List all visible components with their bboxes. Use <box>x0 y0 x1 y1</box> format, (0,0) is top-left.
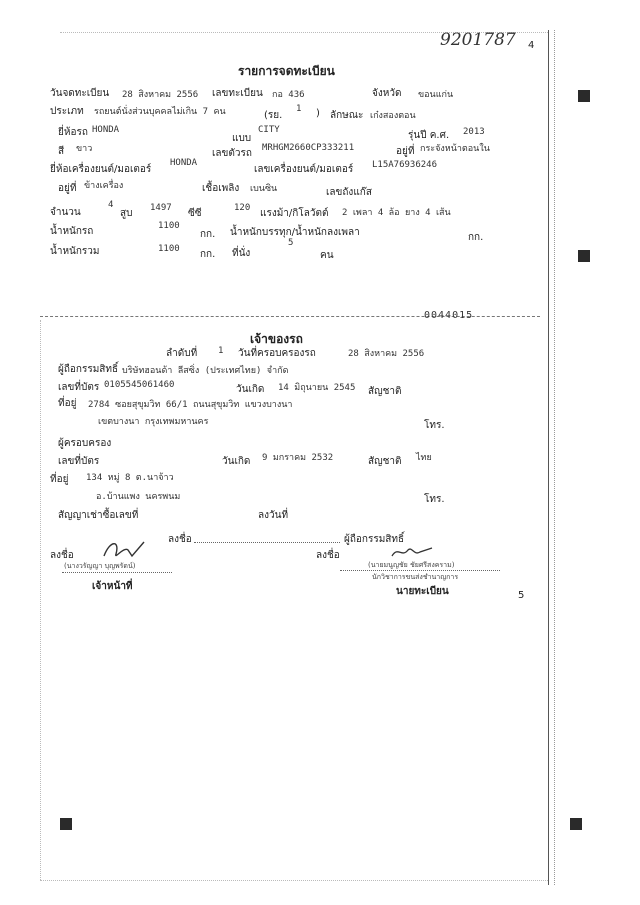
id-value: 0105545061460 <box>104 380 175 390</box>
officer-name-line <box>62 572 172 573</box>
count-label: จำนวน <box>50 207 81 218</box>
page-number: 4 <box>528 40 535 51</box>
left-border-line <box>40 320 41 880</box>
registrar-signature <box>388 540 438 562</box>
reg-date-value: 28 สิงหาคม 2556 <box>122 90 199 100</box>
rs-close: ) <box>316 108 320 119</box>
seats-label: ที่นั่ง <box>232 248 251 259</box>
load-unit: กก. <box>468 232 484 243</box>
registrar-position: นักวิชาการขนส่งชำนาญการ <box>372 573 459 581</box>
horsepower-value: 120 <box>234 203 251 213</box>
registration-title: รายการจดทะเบียน <box>238 64 335 78</box>
seats-unit: คน <box>320 250 334 261</box>
possess-date-label: วันที่ครอบครองรถ <box>238 348 316 359</box>
sign-line <box>194 542 340 543</box>
bottom-border-line <box>40 880 548 881</box>
brand-label: ยี่ห้อรถ <box>58 127 88 138</box>
owner-title: เจ้าของรถ <box>250 332 303 346</box>
handwritten-doc-number: 9201787 <box>440 30 516 50</box>
color-value: ขาว <box>76 144 93 154</box>
province-value: ขอนแก่น <box>418 90 454 100</box>
fuel-value: เบนซิน <box>250 184 278 194</box>
officer-sign-label: ลงชื่อ <box>50 550 74 561</box>
right-border-line <box>548 30 549 885</box>
id-label: เลขที่บัตร <box>58 382 100 393</box>
seats-value: 5 <box>288 238 294 248</box>
tel-label: โทร. <box>424 420 445 431</box>
style-value: เก๋งสองตอน <box>370 111 416 121</box>
gross-weight-unit: กก. <box>200 249 216 260</box>
count-value: 4 <box>108 200 114 210</box>
engine-number-label: เลขเครื่องยนต์/มอเตอร์ <box>254 164 354 175</box>
reg-date-label: วันจดทะเบียน <box>50 88 110 99</box>
style-label: ลักษณะ <box>330 110 364 121</box>
possess-date-value: 28 สิงหาคม 2556 <box>348 349 425 359</box>
possessor-nationality-label: สัญชาติ <box>368 456 402 467</box>
type-value: รถยนต์นั่งส่วนบุคคลไม่เกิน 7 คน <box>94 107 226 117</box>
weight-unit: กก. <box>200 229 216 240</box>
registrar-name: (นายมนูญชัย ชัยศรีสงคราม) <box>368 561 455 569</box>
possessor-birth-label: วันเกิด <box>222 456 251 467</box>
cc-label: ซีซี <box>188 208 202 219</box>
registrar-title: นายทะเบียน <box>396 586 449 597</box>
address-label: ที่อยู่ <box>58 398 77 409</box>
horsepower-label: แรงม้า/กิโลวัตต์ <box>260 208 329 219</box>
model-year-label: รุ่นปี ค.ศ. <box>408 130 450 141</box>
axle-value: 2 เพลา 4 ล้อ ยาง 4 เส้น <box>342 208 451 218</box>
type-label: ประเภท <box>50 106 84 117</box>
weight-value: 1100 <box>158 221 180 231</box>
color-label: สี <box>58 146 65 157</box>
fuel-label: เชื้อเพลิง <box>202 183 240 194</box>
officer-title: เจ้าหน้าที่ <box>92 581 133 592</box>
registration-mark-square <box>578 250 590 262</box>
possessor-address-label: ที่อยู่ <box>50 474 69 485</box>
rs-label: (รย. <box>264 110 283 121</box>
model-label: แบบ <box>232 133 252 144</box>
chassis-location-value: กระจังหน้าตอนใน <box>420 144 490 154</box>
contract-date-label: ลงวันที่ <box>258 510 289 521</box>
model-value: CITY <box>258 125 280 135</box>
possessor-nationality-value: ไทย <box>416 453 432 463</box>
possessor-address-line1: 134 หมู่ 8 ต.นาจ้าว <box>86 473 174 483</box>
tank-label: เลขถังแก๊ส <box>326 187 372 198</box>
side-number: 5 <box>518 590 525 601</box>
possessor-birth-value: 9 มกราคม 2532 <box>262 453 334 463</box>
load-label: น้ำหนักบรรทุก/น้ำหนักลงเพลา <box>230 227 360 238</box>
holder-value: บริษัทฮอนด้า ลีสซิ่ง (ประเทศไทย) จำกัด <box>122 366 289 376</box>
brand-value: HONDA <box>92 125 120 135</box>
officer-signature <box>98 536 158 564</box>
address-line2: เขตบางนา กรุงเทพมหานคร <box>98 417 209 427</box>
registration-mark-square <box>60 818 72 830</box>
engine-location-label: อยู่ที่ <box>58 183 77 194</box>
cylinder-label: สูบ <box>120 208 133 219</box>
rs-value: 1 <box>296 104 302 114</box>
model-year-value: 2013 <box>463 127 485 137</box>
chassis-location-label: อยู่ที่ <box>396 146 415 157</box>
possessor-address-line2: อ.บ้านแพง นครพนม <box>96 492 181 502</box>
reg-number-label: เลขทะเบียน <box>212 88 263 99</box>
engine-number-value: L15A76936246 <box>372 160 438 170</box>
holder-sign-label: ผู้ถือกรรมสิทธิ์ <box>344 534 405 545</box>
possessor-tel-label: โทร. <box>424 494 445 505</box>
serial-stamp: 0044015 <box>424 310 474 321</box>
gross-weight-value: 1100 <box>158 244 180 254</box>
right-border-line-inner <box>554 30 555 885</box>
chassis-label: เลขตัวรถ <box>212 148 252 159</box>
engine-location-value: ข้างเครื่อง <box>84 181 124 191</box>
officer-name: (นางวรัญญา บุญพรัดน์) <box>64 562 136 570</box>
hire-purchase-label: สัญญาเช่าซื้อเลขที่ <box>58 510 139 521</box>
engine-brand-value: HONDA <box>170 158 198 168</box>
registrar-name-line <box>340 570 500 571</box>
registration-mark-square <box>570 818 582 830</box>
reg-number-value: กอ 436 <box>272 90 305 100</box>
nationality-label: สัญชาติ <box>368 386 402 397</box>
birth-value: 14 มิถุนายน 2545 <box>278 383 356 393</box>
order-label: ลำดับที่ <box>166 348 198 359</box>
registrar-sign-label: ลงชื่อ <box>316 550 340 561</box>
chassis-value: MRHGM2660CP333211 <box>262 143 355 153</box>
holder-label: ผู้ถือกรรมสิทธิ์ <box>58 364 119 375</box>
possessor-id-label: เลขที่บัตร <box>58 456 100 467</box>
birth-label: วันเกิด <box>236 384 265 395</box>
order-value: 1 <box>218 346 224 356</box>
cc-value: 1497 <box>150 203 172 213</box>
sign-label: ลงชื่อ <box>168 534 192 545</box>
address-line1: 2784 ซอยสุขุมวิท 66/1 ถนนสุขุมวิท แขวงบางนา <box>88 400 293 410</box>
province-label: จังหวัด <box>372 88 402 99</box>
gross-weight-label: น้ำหนักรวม <box>50 246 100 257</box>
possessor-label: ผู้ครอบครอง <box>58 438 112 449</box>
registration-mark-square <box>578 90 590 102</box>
engine-brand-label: ยี่ห้อเครื่องยนต์/มอเตอร์ <box>50 164 152 175</box>
weight-label: น้ำหนักรถ <box>50 226 94 237</box>
